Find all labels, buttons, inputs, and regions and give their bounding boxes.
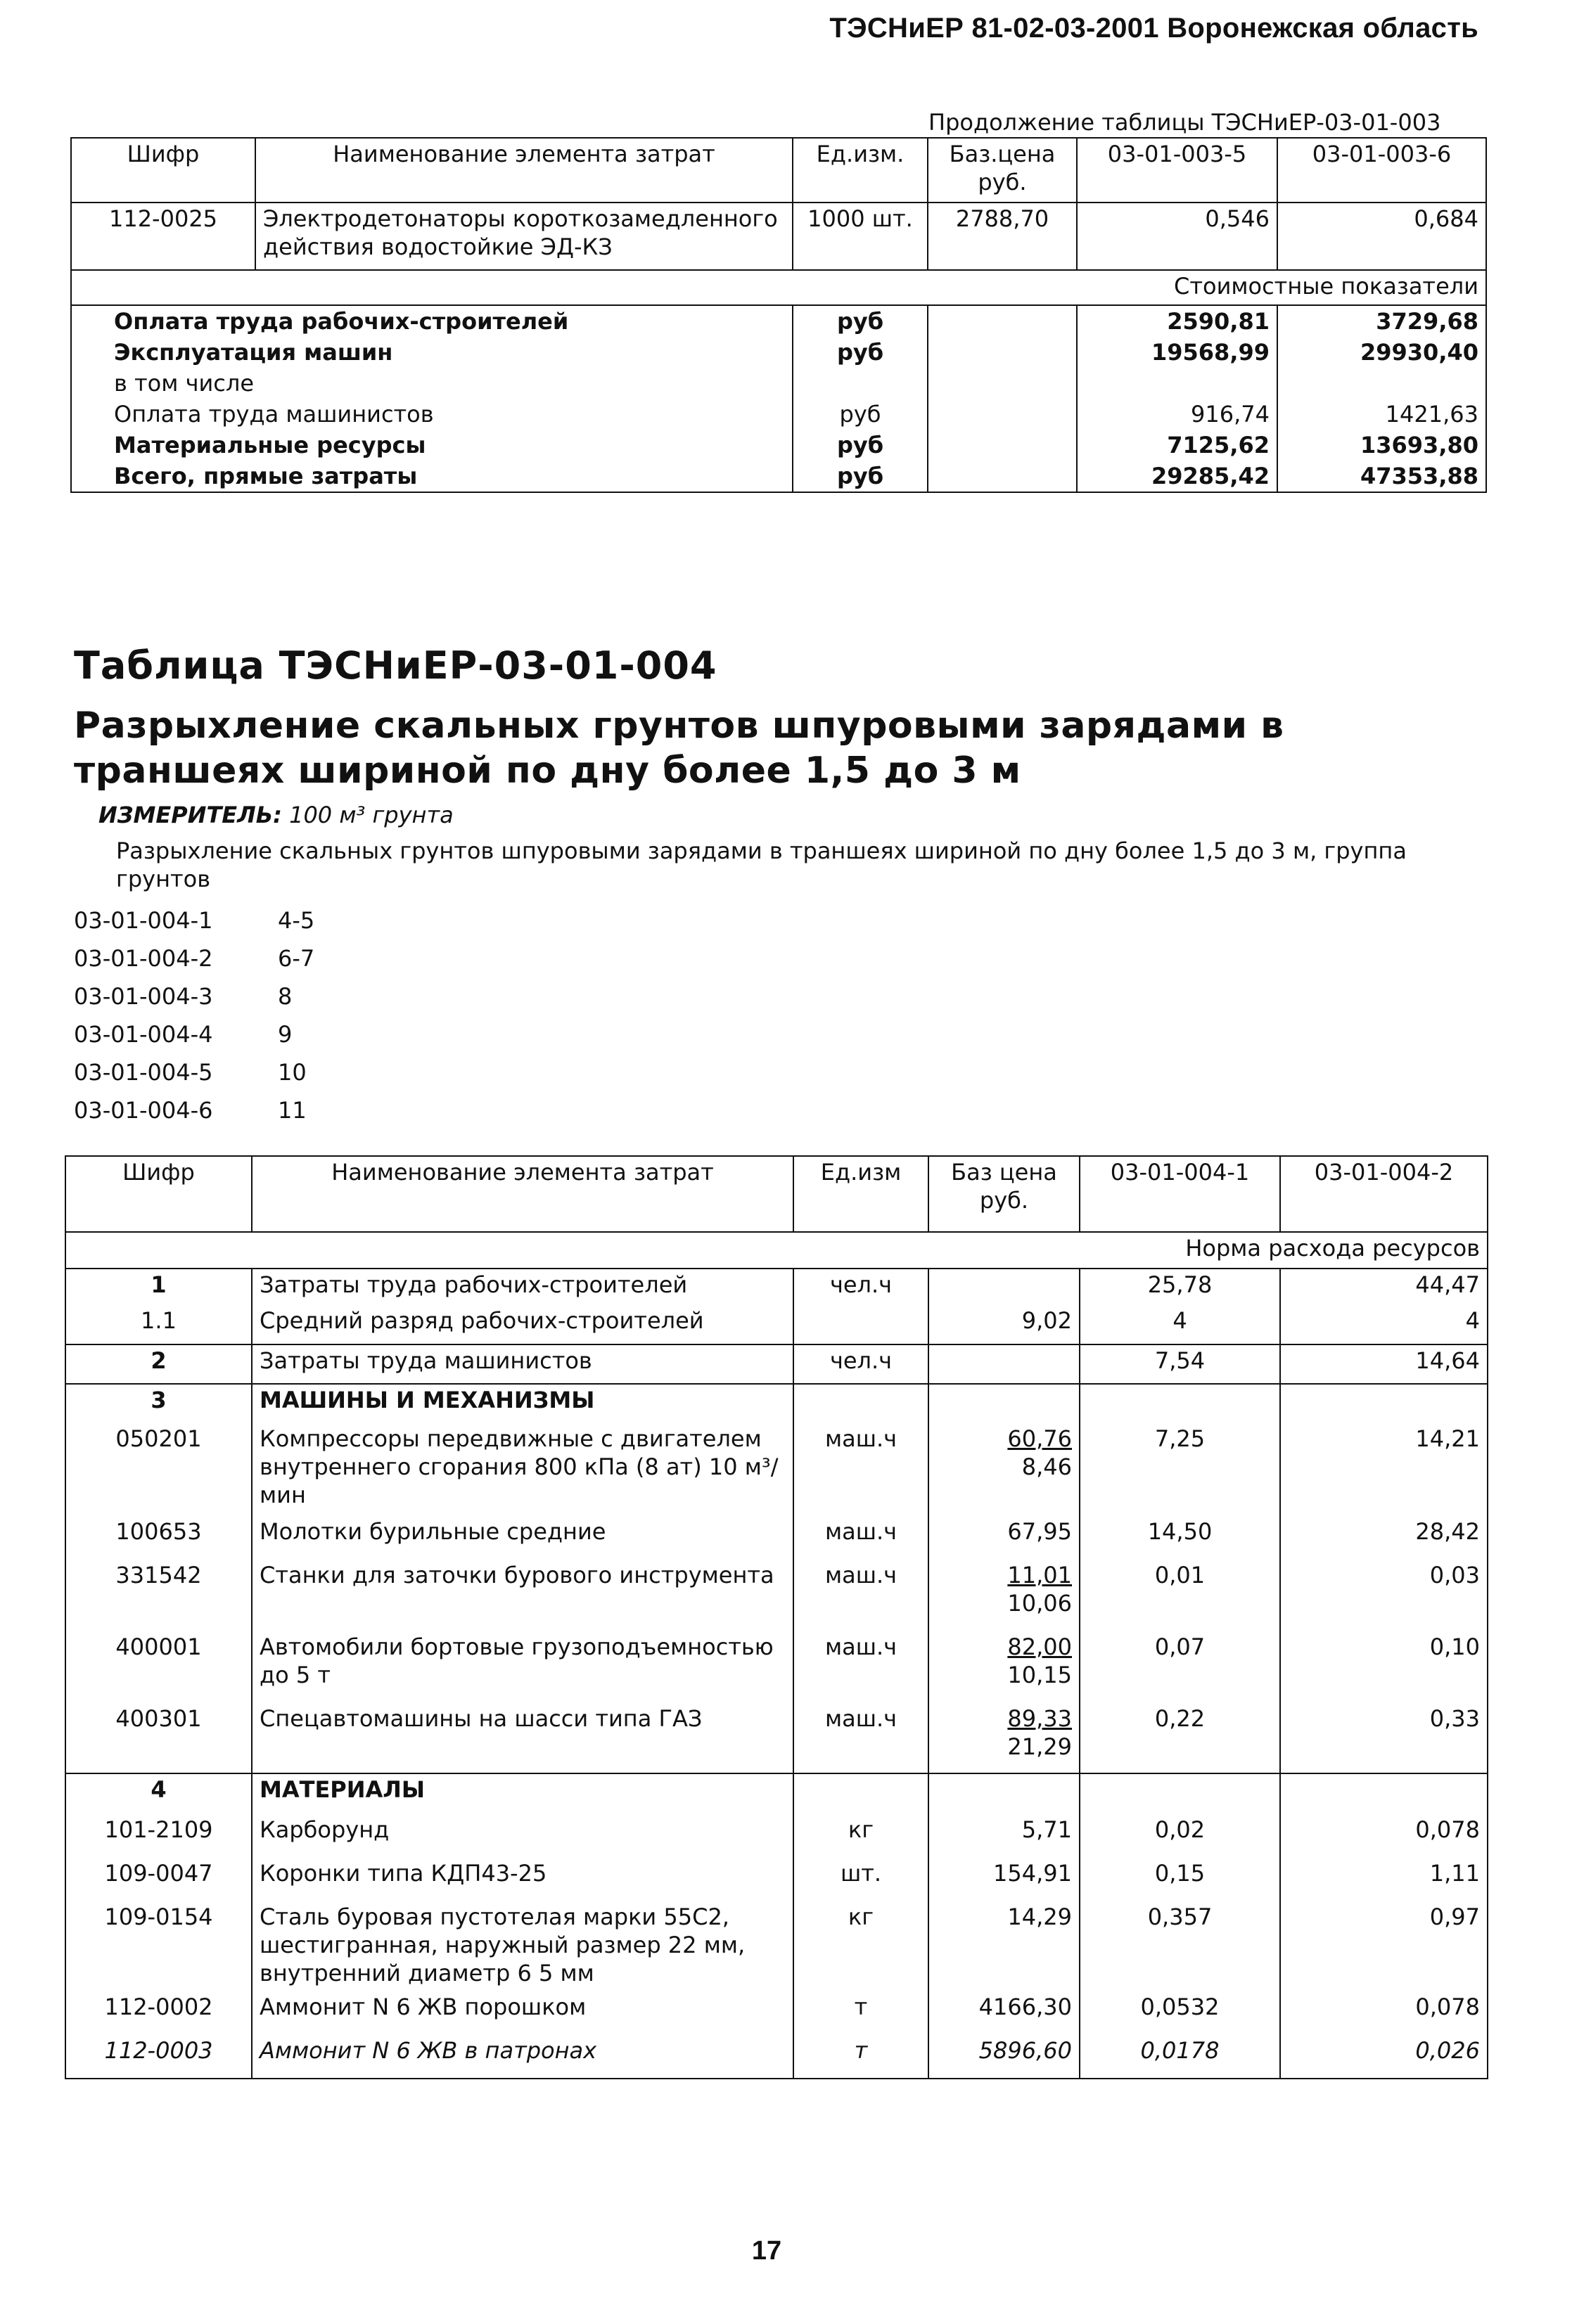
- code-list-item: [74, 907, 314, 934]
- table-row: [65, 1560, 1488, 1631]
- table-row: [65, 1344, 1488, 1384]
- cost-value-2: 3729,68: [1277, 305, 1486, 337]
- table-row: [71, 337, 1486, 368]
- cost-unit: руб: [793, 337, 928, 368]
- row-code: 3: [65, 1384, 252, 1423]
- row-value-1: 0,357: [1080, 1901, 1280, 1991]
- row-name: Затраты труда рабочих-строителей: [252, 1269, 793, 1305]
- cost-value-1: 2590,81: [1077, 305, 1277, 337]
- row-value-1: 0,15: [1080, 1858, 1280, 1901]
- code-list-item: [74, 945, 314, 972]
- row-value-1: 0,0532: [1080, 1991, 1280, 2035]
- table-row: [71, 203, 1486, 270]
- table-row: [71, 461, 1486, 492]
- row-unit: чел.ч: [793, 1269, 928, 1305]
- running-header: ТЭСНиЕР 81-02-03-2001 Воронежская область: [829, 13, 1478, 44]
- row-unit: [793, 1773, 928, 1814]
- cost-unit: [793, 368, 928, 399]
- table-subtitle: Разрыхление скальных грунтов шпуровыми зарядами в траншеях шириной по дну более 1,5 до 3 м: [74, 705, 1284, 792]
- cost-unit: руб: [793, 399, 928, 430]
- row-name: Электродетонаторы короткозамедленного действия водостойкие ЭД-КЗ: [255, 203, 793, 270]
- table-row: [65, 1516, 1488, 1560]
- row-price: [928, 1384, 1080, 1423]
- row-price-value: 14,29: [1007, 1904, 1072, 1930]
- row-price-value: 82,00: [1007, 1633, 1072, 1660]
- row-price: [928, 1703, 1080, 1773]
- row-name: Карборунд: [252, 1814, 793, 1858]
- code-list-code: 03-01-004-1: [74, 907, 213, 934]
- row-value-1: 4: [1080, 1305, 1280, 1344]
- row-code: 400001: [65, 1631, 252, 1703]
- row-code: 050201: [65, 1423, 252, 1516]
- row-unit: маш.ч: [793, 1631, 928, 1703]
- row-value-1: 7,54: [1080, 1344, 1280, 1384]
- row-name: МАТЕРИАЛЫ: [252, 1773, 793, 1814]
- row-unit: [793, 1305, 928, 1344]
- row-unit: [793, 1384, 928, 1423]
- row-value-2: 0,03: [1280, 1560, 1488, 1631]
- header-name: Наименование элемента затрат: [255, 138, 793, 203]
- row-code: 2: [65, 1344, 252, 1384]
- row-price: [928, 1423, 1080, 1516]
- row-value-1: 14,50: [1080, 1516, 1280, 1560]
- measure-value: 100 м³ грунта: [289, 802, 454, 828]
- header-col-003-5: 03-01-003-5: [1077, 138, 1277, 203]
- row-price: [928, 1269, 1080, 1305]
- row-unit: маш.ч: [793, 1560, 928, 1631]
- table-row: [71, 399, 1486, 430]
- table-row: [65, 1703, 1488, 1773]
- row-code: 112-0003: [65, 2035, 252, 2079]
- row-price-value: 9,02: [1021, 1307, 1072, 1334]
- code-list-item: [74, 1059, 307, 1086]
- cost-value-1: 7125,62: [1077, 430, 1277, 461]
- row-code: 112-0002: [65, 1991, 252, 2035]
- page-number: 17: [751, 2236, 782, 2266]
- measure-unit-line: [98, 802, 454, 828]
- table-row: [65, 1858, 1488, 1901]
- cost-table-continuation: [70, 137, 1487, 493]
- row-price-value: 60,76: [1007, 1425, 1072, 1452]
- row-value-2: [1280, 1384, 1488, 1423]
- row-code: 331542: [65, 1560, 252, 1631]
- row-name: МАШИНЫ И МЕХАНИЗМЫ: [252, 1384, 793, 1423]
- row-value-1: 0,22: [1080, 1703, 1280, 1773]
- row-price-wage-part: 21,29: [1007, 1733, 1072, 1760]
- cost-name: Материальные ресурсы: [71, 430, 793, 461]
- row-name: Спецавтомашины на шасси типа ГАЗ: [252, 1703, 793, 1773]
- row-value-2: 28,42: [1280, 1516, 1488, 1560]
- table-row: [65, 1991, 1488, 2035]
- row-name: Аммонит N 6 ЖВ в патронах: [252, 2035, 793, 2079]
- row-price-value: 4166,30: [978, 1994, 1072, 2020]
- row-name: Автомобили бортовые грузоподъемностью до 5 т: [252, 1631, 793, 1703]
- row-value-2: 0,078: [1280, 1814, 1488, 1858]
- table-row: [65, 1423, 1488, 1516]
- code-list-group: 6-7: [278, 945, 315, 972]
- row-price-value: 67,95: [1007, 1518, 1072, 1545]
- row-value-2: 14,21: [1280, 1423, 1488, 1516]
- resource-norm-table: [65, 1155, 1488, 2079]
- cost-value-2: 29930,40: [1277, 337, 1486, 368]
- row-code: 100653: [65, 1516, 252, 1560]
- row-value-1: [1080, 1384, 1280, 1423]
- row-value-2: 44,47: [1280, 1269, 1488, 1305]
- row-unit: т: [793, 2035, 928, 2079]
- row-price-value: 11,01: [1007, 1562, 1072, 1588]
- header-code: Шифр: [65, 1156, 252, 1232]
- table-row: [71, 430, 1486, 461]
- row-name: Аммонит N 6 ЖВ порошком: [252, 1991, 793, 2035]
- row-code: 400301: [65, 1703, 252, 1773]
- cost-section-label: Стоимостные показатели: [71, 270, 1486, 305]
- code-list-code: 03-01-004-6: [74, 1097, 213, 1124]
- row-name: Молотки бурильные средние: [252, 1516, 793, 1560]
- row-code: 1.1: [65, 1305, 252, 1344]
- row-value-1: 0,07: [1080, 1631, 1280, 1703]
- code-list-item: [74, 1021, 292, 1048]
- row-code: 101-2109: [65, 1814, 252, 1858]
- header-name: Наименование элемента затрат: [252, 1156, 793, 1232]
- row-price: [928, 1560, 1080, 1631]
- row-code: 4: [65, 1773, 252, 1814]
- header-code: Шифр: [71, 138, 255, 203]
- row-value-1: 0,546: [1077, 203, 1277, 270]
- cost-value-2: 47353,88: [1277, 461, 1486, 492]
- cost-value-1: [1077, 368, 1277, 399]
- row-price-value: 154,91: [993, 1860, 1072, 1887]
- code-list-code: 03-01-004-5: [74, 1059, 213, 1086]
- code-list-group: 9: [278, 1021, 293, 1048]
- table-row: [65, 1384, 1488, 1423]
- header-base-price: Баз.цена руб.: [928, 138, 1077, 203]
- row-value-1: 0,02: [1080, 1814, 1280, 1858]
- cost-value-1: 29285,42: [1077, 461, 1277, 492]
- cost-unit: руб: [793, 461, 928, 492]
- cost-unit: руб: [793, 430, 928, 461]
- work-description: Разрыхление скальных грунтов шпуровыми зарядами в траншеях шириной по дну более 1,5 до 3 м, группа грунтов: [116, 837, 1407, 892]
- row-unit: чел.ч: [793, 1344, 928, 1384]
- table-continuation-caption: Продолжение таблицы ТЭСНиЕР-03-01-003: [928, 109, 1441, 136]
- row-value-2: 0,10: [1280, 1631, 1488, 1703]
- code-list-item: [74, 1097, 307, 1124]
- row-value-2: 4: [1280, 1305, 1488, 1344]
- row-price-value: 89,33: [1007, 1705, 1072, 1732]
- norm-section-label: Норма расхода ресурсов: [65, 1232, 1488, 1269]
- row-value-2: 14,64: [1280, 1344, 1488, 1384]
- row-name: Станки для заточки бурового инструмента: [252, 1560, 793, 1631]
- row-value-1: [1080, 1773, 1280, 1814]
- code-list-item: [74, 983, 292, 1010]
- table-title: Таблица ТЭСНиЕР-03-01-004: [74, 643, 717, 688]
- row-price-wage-part: 8,46: [1021, 1453, 1072, 1480]
- row-unit: т: [793, 1991, 928, 2035]
- cost-value-2: 13693,80: [1277, 430, 1486, 461]
- table-row: [65, 2035, 1488, 2079]
- row-price: [928, 1305, 1080, 1344]
- row-unit: маш.ч: [793, 1516, 928, 1560]
- code-list-group: 11: [278, 1097, 307, 1124]
- cost-value-1: 19568,99: [1077, 337, 1277, 368]
- header-col-004-2: 03-01-004-2: [1280, 1156, 1488, 1232]
- table-row: [71, 368, 1486, 399]
- row-value-2: 0,684: [1277, 203, 1486, 270]
- row-value-2: 0,33: [1280, 1703, 1488, 1773]
- row-price-value: 5896,60: [978, 2037, 1072, 2064]
- row-price: [928, 1773, 1080, 1814]
- row-unit: шт.: [793, 1858, 928, 1901]
- row-value-2: 0,078: [1280, 1991, 1488, 2035]
- row-unit: кг: [793, 1901, 928, 1991]
- row-name: Средний разряд рабочих-строителей: [252, 1305, 793, 1344]
- row-code: 109-0154: [65, 1901, 252, 1991]
- table-row: [65, 1305, 1488, 1344]
- row-value-1: 25,78: [1080, 1269, 1280, 1305]
- code-list-code: 03-01-004-2: [74, 945, 213, 972]
- row-value-2: 1,11: [1280, 1858, 1488, 1901]
- code-list-group: 10: [278, 1059, 307, 1086]
- row-price: [928, 1516, 1080, 1560]
- cost-value-2: 1421,63: [1277, 399, 1486, 430]
- row-value-2: [1280, 1773, 1488, 1814]
- row-unit: маш.ч: [793, 1423, 928, 1516]
- measure-label: ИЗМЕРИТЕЛЬ:: [98, 802, 282, 828]
- row-value-2: 0,026: [1280, 2035, 1488, 2079]
- row-price: 2788,70: [928, 203, 1077, 270]
- row-name: Компрессоры передвижные с двигателем внутреннего сгорания 800 кПа (8 ат) 10 м³/мин: [252, 1423, 793, 1516]
- row-price-wage-part: 10,15: [1007, 1662, 1072, 1688]
- header-col-003-6: 03-01-003-6: [1277, 138, 1486, 203]
- row-unit: маш.ч: [793, 1703, 928, 1773]
- code-list-code: 03-01-004-4: [74, 1021, 213, 1048]
- cost-name: Эксплуатация машин: [71, 337, 793, 368]
- row-price: [928, 1814, 1080, 1858]
- table-row: [65, 1773, 1488, 1814]
- table-row: [65, 1269, 1488, 1305]
- row-price: [928, 1901, 1080, 1991]
- cost-name: Оплата труда рабочих-строителей: [71, 305, 793, 337]
- row-price: [928, 1631, 1080, 1703]
- table-row: [71, 305, 1486, 337]
- code-list-group: 8: [278, 983, 293, 1010]
- row-name: Сталь буровая пустотелая марки 55С2, шестигранная, наружный размер 22 мм, внутренний диаметр 6 5 мм: [252, 1901, 793, 1991]
- header-base-price: Баз цена руб.: [928, 1156, 1080, 1232]
- row-price: [928, 1344, 1080, 1384]
- cost-value-1: 916,74: [1077, 399, 1277, 430]
- table-row: [65, 1901, 1488, 1991]
- row-value-2: 0,97: [1280, 1901, 1488, 1991]
- cost-value-2: [1277, 368, 1486, 399]
- header-col-004-1: 03-01-004-1: [1080, 1156, 1280, 1232]
- cost-name: Оплата труда машинистов: [71, 399, 793, 430]
- row-value-1: 7,25: [1080, 1423, 1280, 1516]
- row-name: Затраты труда машинистов: [252, 1344, 793, 1384]
- code-list-code: 03-01-004-3: [74, 983, 213, 1010]
- row-value-1: 0,0178: [1080, 2035, 1280, 2079]
- row-value-1: 0,01: [1080, 1560, 1280, 1631]
- row-price-value: 5,71: [1021, 1816, 1072, 1843]
- header-unit: Ед.изм: [793, 1156, 928, 1232]
- code-list-group: 4-5: [278, 907, 315, 934]
- cost-name: в том числе: [71, 368, 793, 399]
- row-code: 1: [65, 1269, 252, 1305]
- cost-unit: руб: [793, 305, 928, 337]
- row-price: [928, 1858, 1080, 1901]
- row-unit: кг: [793, 1814, 928, 1858]
- row-code: 112-0025: [71, 203, 255, 270]
- row-unit: 1000 шт.: [793, 203, 928, 270]
- row-price-wage-part: 10,06: [1007, 1590, 1072, 1617]
- table-row: [65, 1631, 1488, 1703]
- cost-name: Всего, прямые затраты: [71, 461, 793, 492]
- row-name: Коронки типа КДП43-25: [252, 1858, 793, 1901]
- table-row: [65, 1814, 1488, 1858]
- row-price: [928, 1991, 1080, 2035]
- row-price: [928, 2035, 1080, 2079]
- row-code: 109-0047: [65, 1858, 252, 1901]
- header-unit: Ед.изм.: [793, 138, 928, 203]
